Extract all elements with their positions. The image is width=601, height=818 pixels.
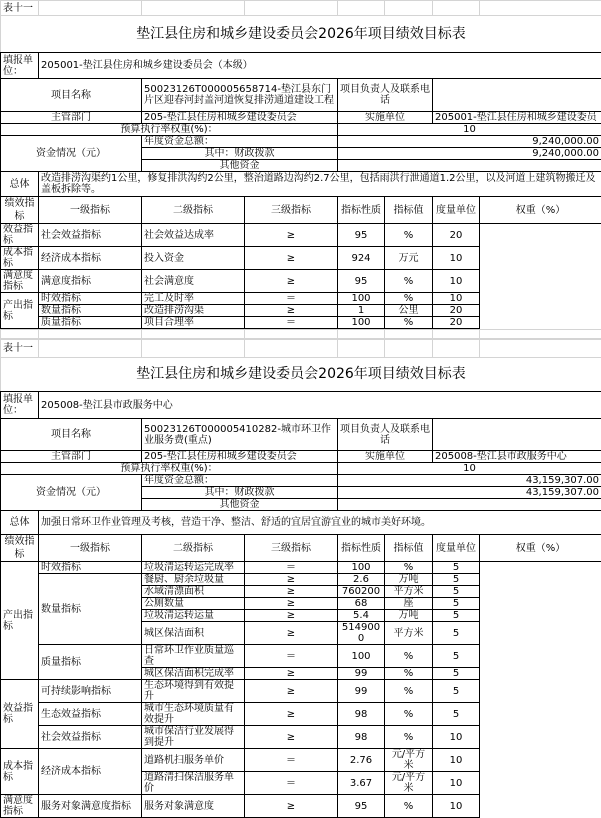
project-name-value: 50023126T000005658714-垫江县东门片区迎春河封盖河道恢复排涝通道建设工程: [142, 79, 338, 112]
indicator-row: [1, 562, 601, 574]
indicator-level3: 公厕数量: [142, 598, 245, 610]
empty-cell: [39, 340, 142, 358]
indicator-value: 2.6: [338, 574, 385, 586]
indicator-row: [1, 680, 601, 703]
empty-cell: [1, 330, 39, 339]
indicator-unit: 平方米: [385, 622, 433, 645]
header-level1: 一级指标: [39, 197, 142, 224]
other-funds-value: [338, 160, 601, 172]
header-unit: 度量单位: [433, 535, 480, 562]
indicator-unit: %: [385, 317, 433, 329]
indicator-level2: 时效指标: [39, 293, 142, 305]
indicator-value: 100: [338, 317, 385, 329]
funds-label: 资金情况（元）: [1, 475, 142, 511]
indicator-nature: ＝: [245, 749, 338, 772]
indicator-weight: 10: [433, 726, 480, 749]
indicator-unit: 元/平方米: [385, 749, 433, 772]
unit-label: 填报单位：: [1, 53, 39, 79]
dept-value: 205-垫江县住房和城乡建设委员会: [142, 451, 338, 463]
indicator-value: 100: [338, 293, 385, 305]
indicator-unit: %: [385, 270, 433, 293]
project-name-label: 项目名称: [1, 79, 142, 112]
dept-value: 205-垫江县住房和城乡建设委员会: [142, 112, 338, 124]
indicator-row: [1, 293, 601, 305]
header-value: 指标值: [385, 535, 433, 562]
empty-cell: [245, 330, 338, 339]
empty-cell: [338, 340, 385, 358]
fiscal-funds-value: 43,159,307.00: [338, 487, 601, 499]
indicator-weight: 5: [433, 622, 480, 645]
dept-label: 主管部门: [1, 451, 142, 463]
indicator-weight: 10: [433, 247, 480, 270]
header-unit: 度量单位: [433, 197, 480, 224]
indicator-weight: 5: [433, 586, 480, 598]
indicator-row: [1, 795, 601, 818]
indicator-unit: 公里: [385, 305, 433, 317]
indicator-unit: 万吨: [385, 574, 433, 586]
indicator-weight: 10: [433, 795, 480, 818]
header-level2: 二级指标: [142, 197, 245, 224]
indicator-level1: 成本指标: [1, 247, 39, 270]
indicator-nature: ≥: [245, 703, 338, 726]
empty-cell: [433, 330, 480, 339]
blank-grid: [0, 329, 601, 339]
impl-value: 205001-垫江县住房和城乡建设委员: [433, 112, 601, 124]
fiscal-funds-label: 其中：财政拨款: [142, 148, 338, 160]
header-weight: 权重（%）: [480, 197, 601, 224]
budget-weight-label: 预算执行率权重(%)：: [1, 124, 338, 136]
header-level2: 二级指标: [142, 535, 245, 562]
dept-label: 主管部门: [1, 112, 142, 124]
indicator-weight: 5: [433, 574, 480, 586]
indicator-weight: 10: [433, 270, 480, 293]
indicator-unit: 万吨: [385, 610, 433, 622]
indicator-nature: ≥: [245, 622, 338, 645]
indicator-level2: 数量指标: [39, 574, 142, 645]
indicator-weight: 10: [433, 293, 480, 305]
indicator-nature: ＝: [245, 317, 338, 329]
fiscal-funds-label: 其中：财政拨款: [142, 487, 338, 499]
indicator-level3: 垃圾清运转运量: [142, 610, 245, 622]
indicator-row: [1, 574, 601, 586]
overall-label: 总体: [1, 511, 39, 535]
empty-cell: [142, 1, 245, 16]
indicator-unit: %: [385, 668, 433, 680]
indicator-nature: ≥: [245, 574, 338, 586]
indicator-level3: 完工及时率: [142, 293, 245, 305]
header-level3: 三级指标: [245, 197, 338, 224]
indicator-unit: %: [385, 562, 433, 574]
indicator-level1: 产出指标: [1, 293, 39, 329]
project-name-label: 项目名称: [1, 419, 142, 451]
indicator-unit: %: [385, 795, 433, 818]
indicator-level3: 垃圾清运转运完成率: [142, 562, 245, 574]
indicator-unit: %: [385, 224, 433, 247]
indicator-row: [1, 726, 601, 749]
indicator-value: 95: [338, 270, 385, 293]
total-funds-value: 9,240,000.00: [338, 136, 601, 148]
indicator-level3: 道路清扫保洁服务单价: [142, 772, 245, 795]
indicator-nature: ＝: [245, 293, 338, 305]
indicator-level3: 城市生态环境质量有效提升: [142, 703, 245, 726]
budget-weight-label: 预算执行率权重(%)：: [1, 463, 338, 475]
budget-weight-value: 10: [338, 124, 601, 136]
empty-cell: [433, 340, 480, 358]
indicator-value: 5.4: [338, 610, 385, 622]
indicator-level2: 服务对象满意度指标: [39, 795, 142, 818]
indicator-level3: 项目合理率: [142, 317, 245, 329]
indicator-row: [1, 305, 601, 317]
indicator-row: [1, 270, 601, 293]
owner-label: 项目负责人及联系电话: [338, 419, 433, 451]
indicator-nature: ＝: [245, 562, 338, 574]
indicator-level2: 社会效益指标: [39, 726, 142, 749]
indicator-level1: 产出指标: [1, 562, 39, 680]
indicator-level3: 生态环境得到有效提升: [142, 680, 245, 703]
indicator-level2: 质量指标: [39, 317, 142, 329]
performance-table-1: [0, 0, 601, 329]
indicator-level2: 时效指标: [39, 562, 142, 574]
indicator-nature: ＝: [245, 772, 338, 795]
indicator-value: 100: [338, 562, 385, 574]
unit-label: 填报单位：: [1, 392, 39, 419]
indicator-level2: 经济成本指标: [39, 247, 142, 270]
indicator-level2: 社会效益指标: [39, 224, 142, 247]
owner-label: 项目负责人及联系电话: [338, 79, 433, 112]
header-nature: 指标性质: [338, 535, 385, 562]
owner-value: [433, 419, 601, 451]
indicator-weight: 5: [433, 680, 480, 703]
perf-label: 绩效指标: [1, 535, 39, 562]
table-title: 垫江县住房和城乡建设委员会2026年项目绩效目标表: [1, 16, 601, 53]
indicator-value: 3.67: [338, 772, 385, 795]
indicator-weight: 20: [433, 317, 480, 329]
indicator-row: [1, 703, 601, 726]
indicator-unit: 座: [385, 598, 433, 610]
indicator-level1: 成本指标: [1, 749, 39, 795]
indicator-level1: 满意度指标: [1, 270, 39, 293]
indicator-weight: 5: [433, 598, 480, 610]
indicator-nature: ＝: [245, 645, 338, 668]
indicator-weight: 5: [433, 610, 480, 622]
indicator-level1: 满意度指标: [1, 795, 39, 818]
indicator-level3: 城区保洁面积: [142, 622, 245, 645]
indicator-unit: %: [385, 645, 433, 668]
perf-label: 绩效指标: [1, 197, 39, 224]
indicator-nature: ≥: [245, 586, 338, 598]
indicator-value: 100: [338, 645, 385, 668]
table-title: 垫江县住房和城乡建设委员会2026年项目绩效目标表: [1, 358, 601, 392]
indicator-value: 99: [338, 668, 385, 680]
indicator-level2: 数量指标: [39, 305, 142, 317]
other-funds-label: 其他资金: [142, 160, 338, 172]
indicator-unit: 元/平方米: [385, 772, 433, 795]
indicator-nature: ≥: [245, 668, 338, 680]
indicator-level2: 质量指标: [39, 645, 142, 680]
impl-value: 205008-垫江县市政服务中心: [433, 451, 601, 463]
unit-value: 205008-垫江县市政服务中心: [39, 392, 601, 419]
other-funds-label: 其他资金: [142, 499, 338, 511]
total-funds-label: 年度资金总额：: [142, 475, 338, 487]
indicator-nature: ≥: [245, 598, 338, 610]
empty-cell: [480, 340, 601, 358]
header-nature: 指标性质: [338, 197, 385, 224]
header-level3: 三级指标: [245, 535, 338, 562]
indicator-level3: 餐厨、厨余垃圾量: [142, 574, 245, 586]
header-weight: 权重（%）: [480, 535, 601, 562]
indicator-unit: 万元: [385, 247, 433, 270]
indicator-nature: ≥: [245, 270, 338, 293]
table-tag: 表十一: [1, 340, 39, 358]
unit-value: 205001-垫江县住房和城乡建设委员会（本级）: [39, 53, 601, 79]
impl-label: 实施单位: [338, 112, 433, 124]
indicator-weight: 20: [433, 305, 480, 317]
indicator-level3: 水域清漂面积: [142, 586, 245, 598]
empty-cell: [385, 340, 433, 358]
empty-cell: [433, 1, 480, 16]
indicator-level2: 经济成本指标: [39, 749, 142, 795]
indicator-row: [1, 224, 601, 247]
indicator-level2: 生态效益指标: [39, 703, 142, 726]
indicator-weight: 20: [433, 224, 480, 247]
empty-cell: [245, 1, 338, 16]
indicator-value: 95: [338, 224, 385, 247]
indicator-level3: 改造排涝沟渠: [142, 305, 245, 317]
indicator-level3: 服务对象满意度: [142, 795, 245, 818]
overall-goal: 加强日常环卫作业管理及考核，营造干净、整洁、舒适的宜居宜游宜业的城市美好环境。: [39, 511, 601, 535]
indicator-header-row: [1, 197, 601, 224]
project-name-value: 50023126T000005410282-城市环卫作业服务费(重点): [142, 419, 338, 451]
indicator-weight: 5: [433, 668, 480, 680]
indicator-value: 98: [338, 726, 385, 749]
indicator-level3: 日常环卫作业质量巡查: [142, 645, 245, 668]
indicator-level1: 效益指标: [1, 224, 39, 247]
indicator-level3: 城区保洁面积完成率: [142, 668, 245, 680]
indicator-level3: 道路机扫服务单价: [142, 749, 245, 772]
empty-cell: [385, 330, 433, 339]
indicator-unit: %: [385, 726, 433, 749]
empty-cell: [385, 1, 433, 16]
indicator-value: 98: [338, 703, 385, 726]
indicator-row: [1, 749, 601, 772]
indicator-level2: 满意度指标: [39, 270, 142, 293]
indicator-level3: 城市保洁行业发展得到提升: [142, 726, 245, 749]
indicator-unit: %: [385, 703, 433, 726]
indicator-nature: ≥: [245, 305, 338, 317]
overall-label: 总体: [1, 172, 39, 197]
indicator-weight: 5: [433, 562, 480, 574]
fiscal-funds-value: 9,240,000.00: [338, 148, 601, 160]
empty-cell: [39, 330, 142, 339]
indicator-row: [1, 317, 601, 329]
empty-cell: [245, 340, 338, 358]
other-funds-value: [338, 499, 601, 511]
indicator-weight: 5: [433, 703, 480, 726]
empty-cell: [480, 1, 601, 16]
indicator-weight: 10: [433, 749, 480, 772]
budget-weight-value: 10: [338, 463, 601, 475]
indicator-unit: %: [385, 293, 433, 305]
header-level1: 一级指标: [39, 535, 142, 562]
indicator-level3: 社会满意度: [142, 270, 245, 293]
indicator-weight: 10: [433, 772, 480, 795]
empty-cell: [142, 340, 245, 358]
total-funds-value: 43,159,307.00: [338, 475, 601, 487]
table-tag: 表十一: [1, 1, 39, 16]
indicator-level2: 可持续影响指标: [39, 680, 142, 703]
performance-table-2: [0, 339, 601, 818]
indicator-row: [1, 645, 601, 668]
indicator-level3: 社会效益达成率: [142, 224, 245, 247]
indicator-value: 95: [338, 795, 385, 818]
funds-label: 资金情况（元）: [1, 136, 142, 172]
owner-value: [433, 79, 601, 112]
indicator-value: 1: [338, 305, 385, 317]
indicator-nature: ≥: [245, 795, 338, 818]
total-funds-label: 年度资金总额：: [142, 136, 338, 148]
indicator-level3: 投入资金: [142, 247, 245, 270]
indicator-row: [1, 247, 601, 270]
indicator-unit: %: [385, 680, 433, 703]
indicator-unit: 平方米: [385, 586, 433, 598]
indicator-nature: ≥: [245, 610, 338, 622]
indicator-header-row: [1, 535, 601, 562]
indicator-value: 68: [338, 598, 385, 610]
indicator-value: 99: [338, 680, 385, 703]
overall-goal: 改造排涝沟渠约1公里，修复排洪沟约2公里，整治道路边沟约2.7公里，包括雨洪行泄通道1.2公里，以及河道上建筑物搬迁及盖板拆除等。: [39, 172, 601, 197]
empty-cell: [142, 330, 245, 339]
indicator-nature: ≥: [245, 680, 338, 703]
empty-cell: [338, 1, 385, 16]
empty-cell: [39, 1, 142, 16]
impl-label: 实施单位: [338, 451, 433, 463]
empty-cell: [480, 330, 601, 339]
indicator-value: 2.76: [338, 749, 385, 772]
indicator-nature: ≥: [245, 726, 338, 749]
indicator-nature: ≥: [245, 247, 338, 270]
header-value: 指标值: [385, 197, 433, 224]
empty-cell: [338, 330, 385, 339]
indicator-weight: 5: [433, 645, 480, 668]
indicator-value: 760200: [338, 586, 385, 598]
indicator-nature: ≥: [245, 224, 338, 247]
indicator-value: 924: [338, 247, 385, 270]
indicator-level1: 效益指标: [1, 680, 39, 749]
indicator-value: 5149000: [338, 622, 385, 645]
